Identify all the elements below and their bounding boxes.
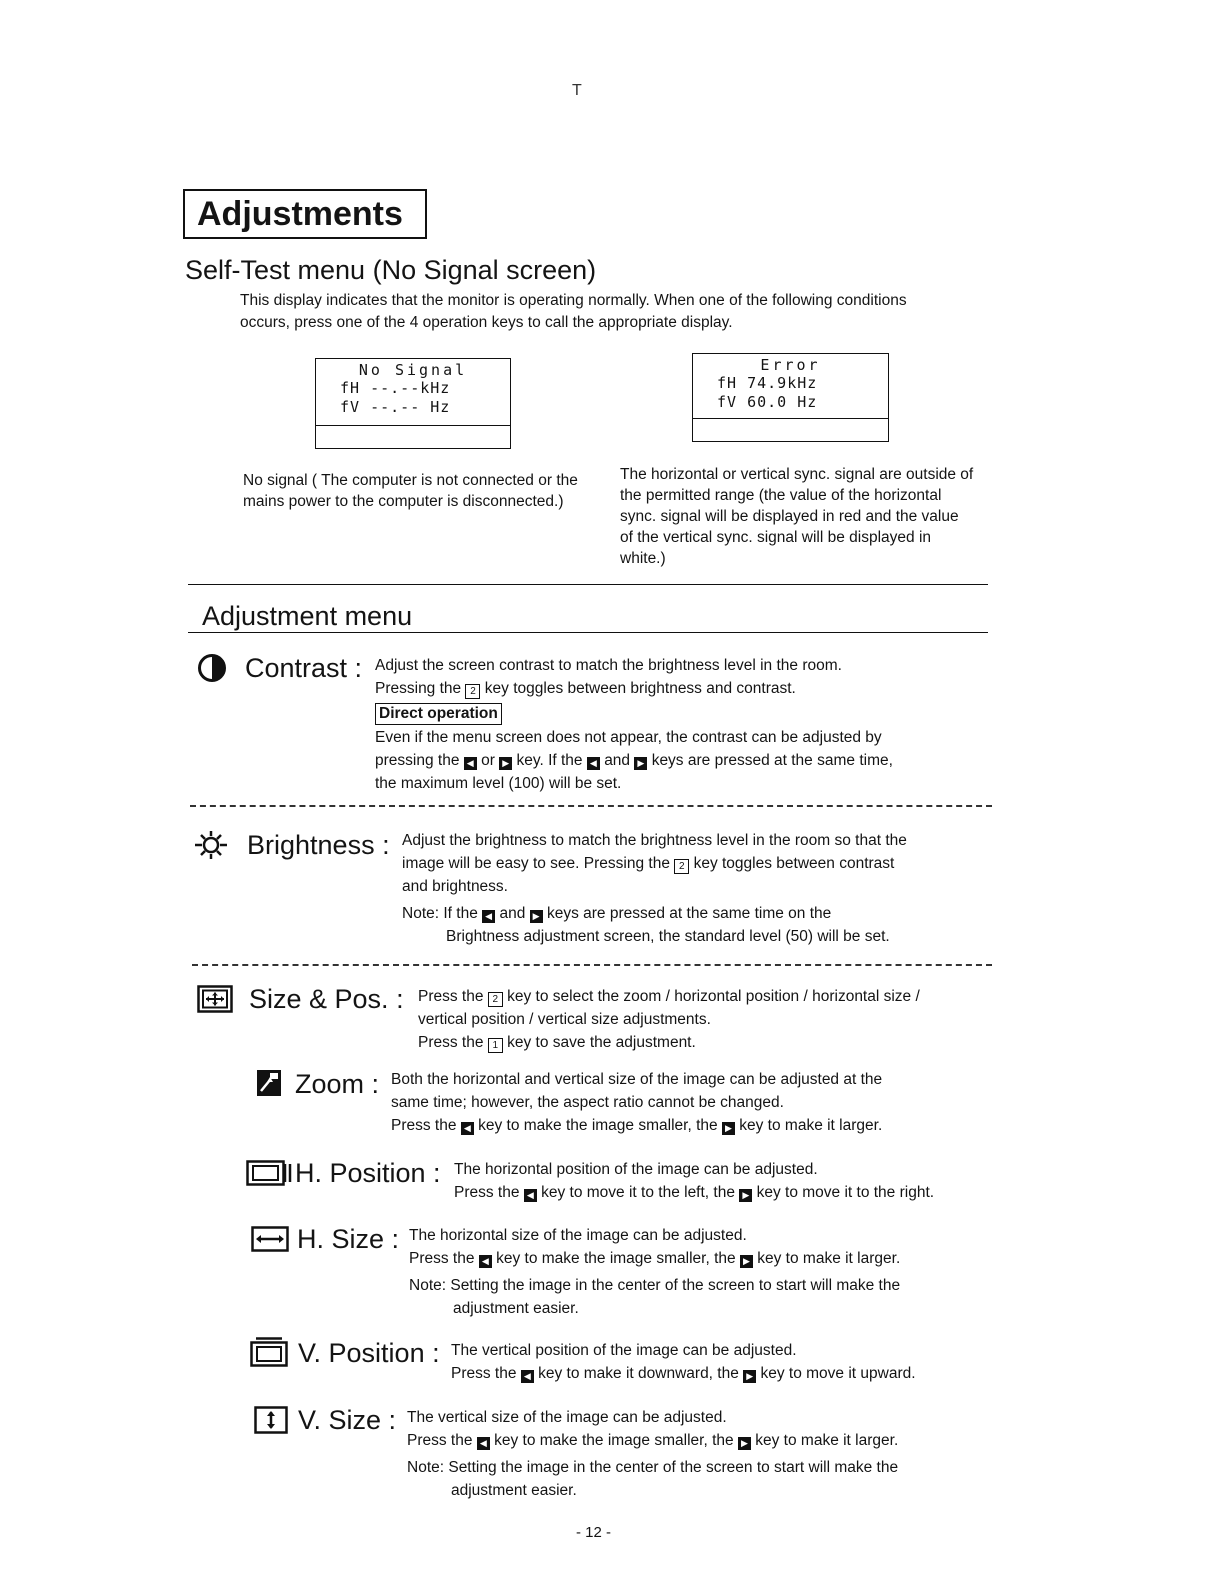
left-arrow-key-icon: ◀ [477,1437,490,1450]
text-span: Note: If the [402,905,478,922]
text-span: and [604,752,631,769]
right-arrow-key-icon: ▶ [722,1122,735,1135]
text-span: adjustment easier. [451,1482,577,1499]
text-span: Press the [418,1034,484,1051]
h-size-label: H. Size : [297,1224,400,1254]
v-size-line-2 [407,1429,1007,1452]
no-signal-display [315,358,511,449]
h-position-line-1: The horizontal position of the image can be adjusted. [454,1161,818,1178]
right-arrow-key-icon: ▶ [743,1370,756,1383]
right-arrow-key-icon: ▶ [740,1255,753,1268]
no-signal-caption: No signal ( The computer is not connected or the mains power to the computer is disconnected.) [243,472,578,510]
dashed-divider [190,805,992,807]
contrast-line-2 [375,677,995,700]
v-size-icon [254,1406,288,1434]
text-span: keys are pressed at the same time, [651,752,893,769]
text-span: Pressing the [375,680,462,697]
text-span: key. If the [516,752,583,769]
brightness-line-2 [402,852,1002,875]
contrast-line-1: Adjust the screen contrast to match the brightness level in the room. [375,657,842,674]
adjustment-menu-heading: Adjustment menu [202,601,413,631]
heading-underline [188,632,988,633]
h-position-line-2 [454,1181,1014,1204]
no-signal-fv: fV --.-- Hz [340,398,451,416]
v-size-label: V. Size : [298,1405,397,1435]
h-size-line-2 [409,1247,1009,1270]
size-pos-label: Size & Pos. : [249,984,404,1014]
text-span: adjustment easier. [453,1300,579,1317]
error-bar [693,418,888,441]
text-span: Press the [391,1117,457,1134]
text-span: Press the [454,1184,520,1201]
h-size-note [409,1274,1009,1320]
contrast-icon [197,653,227,683]
text-span: key toggles between brightness and contrast. [484,680,796,697]
left-arrow-key-icon: ◀ [587,757,600,770]
v-size-description [407,1406,1007,1502]
dashed-divider [192,964,992,966]
size-pos-description [418,985,1008,1054]
section-divider [188,584,988,585]
h-size-icon [251,1226,289,1252]
text-span: key to move it upward. [760,1365,916,1382]
no-signal-bar [316,425,510,448]
top-mark: T [572,82,582,99]
zoom-icon [256,1069,282,1097]
text-span: image will be easy to see. Pressing the [402,855,670,872]
text-span: Press the [407,1432,473,1449]
v-position-label: V. Position : [298,1338,440,1368]
text-span: key to select the zoom / horizontal position / horizontal size / [507,988,920,1005]
zoom-line-3 [391,1114,991,1137]
left-arrow-key-icon: ◀ [461,1122,474,1135]
left-arrow-key-icon: ◀ [464,757,477,770]
text-span: key toggles between contrast [693,855,895,872]
contrast-line-5: the maximum level (100) will be set. [375,775,622,792]
selftest-heading: Self-Test menu (No Signal screen) [185,255,597,285]
text-span: Press the [418,988,484,1005]
text-span: key to save the adjustment. [507,1034,696,1051]
right-arrow-key-icon: ▶ [499,757,512,770]
zoom-line-1: Both the horizontal and vertical size of the image can be adjusted at the [391,1071,883,1088]
left-arrow-key-icon: ◀ [521,1370,534,1383]
page-title: Adjustments [183,189,427,239]
text-span: or [481,752,495,769]
no-signal-fh: fH --.--kHz [340,379,451,397]
key-2-icon: 2 [674,859,689,874]
key-2-icon: 2 [465,684,480,699]
size-pos-line-1 [418,985,1008,1008]
page-number: - 12 - [576,1524,612,1541]
text-span: key to make it larger. [739,1117,883,1134]
contrast-line-3: Even if the menu screen does not appear, the contrast can be adjusted by [375,729,882,746]
brightness-note [402,902,1002,948]
h-size-line-1: The horizontal size of the image can be adjusted. [409,1227,747,1244]
text-span: keys are pressed at the same time on the [546,905,832,922]
brightness-line-1: Adjust the brightness to match the brightness level in the room so that the [402,832,907,849]
v-size-line-1: The vertical size of the image can be adjusted. [407,1409,727,1426]
right-arrow-key-icon: ▶ [530,910,543,923]
text-span: key to make it downward, the [538,1365,739,1382]
zoom-label: Zoom : [295,1069,380,1099]
left-arrow-key-icon: ◀ [524,1189,537,1202]
text-span: key to make the image smaller, the [496,1250,736,1267]
text-span: Brightness adjustment screen, the standard level (50) will be set. [446,928,890,945]
text-span: Press the [409,1250,475,1267]
h-position-label: H. Position : [295,1158,441,1188]
zoom-description [391,1068,991,1137]
error-display [692,353,889,442]
brightness-line-3: and brightness. [402,878,508,895]
text-span: Note: Setting the image in the center of the screen to start will make the [407,1459,899,1476]
sun-icon [193,830,229,860]
contrast-description [375,654,995,795]
zoom-line-2: same time; however, the aspect ratio cannot be changed. [391,1094,784,1111]
text-span: key to make the image smaller, the [494,1432,734,1449]
v-size-note [407,1456,1007,1502]
text-span: key to move it to the right. [756,1184,935,1201]
direct-operation-badge: Direct operation [375,703,502,725]
text-span: Note: Setting the image in the center of the screen to start will make the [409,1277,901,1294]
h-position-icon [246,1160,292,1186]
brightness-description [402,829,1002,948]
contrast-line-4 [375,749,995,772]
text-span: key to make the image smaller, the [478,1117,718,1134]
contrast-label: Contrast : [245,653,363,683]
text-span: and [499,905,526,922]
right-arrow-key-icon: ▶ [634,757,647,770]
h-position-description [454,1158,1014,1204]
no-signal-title: No Signal [358,361,468,379]
v-position-line-1: The vertical position of the image can be adjusted. [451,1342,797,1359]
v-position-description [451,1339,1011,1385]
text-span: pressing the [375,752,460,769]
error-title: Error [760,356,821,374]
right-arrow-key-icon: ▶ [739,1189,752,1202]
error-fv: fV 60.0 Hz [717,393,818,411]
size-pos-line-2: vertical position / vertical size adjustments. [418,1011,711,1028]
error-caption: The horizontal or vertical sync. signal are outside of the permitted range (the value of the horizontal sync. signal will be displayed in red and the value of the vertical sync. signal will be displayed in white.) [620,466,974,567]
h-size-description [409,1224,1009,1320]
text-span: key to make it larger. [755,1432,899,1449]
brightness-label: Brightness : [247,830,390,860]
error-fh: fH 74.9kHz [717,374,818,392]
left-arrow-key-icon: ◀ [482,910,495,923]
key-2-icon: 2 [488,992,503,1007]
text-span: key to make it larger. [757,1250,901,1267]
right-arrow-key-icon: ▶ [738,1437,751,1450]
key-1-icon: 1 [488,1038,503,1053]
text-span: key to move it to the left, the [541,1184,735,1201]
size-pos-line-3 [418,1031,1008,1054]
v-position-line-2 [451,1362,1011,1385]
size-position-icon [197,985,233,1013]
v-position-icon [250,1337,288,1367]
selftest-intro: This display indicates that the monitor is operating normally. When one of the following conditions occurs, press one of the 4 operation keys to call the appropriate display. [240,292,907,331]
left-arrow-key-icon: ◀ [479,1255,492,1268]
text-span: Press the [451,1365,517,1382]
